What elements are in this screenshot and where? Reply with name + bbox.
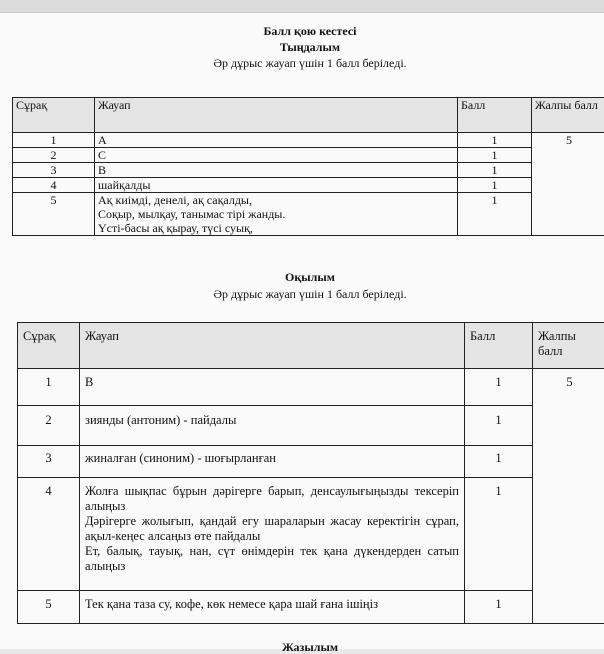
- answer-line: Ет, балық, тауық, нан, сүт өнімдерін тек қана дүкендерден сатып алыңыз: [85, 544, 459, 574]
- answer-line: А: [98, 133, 454, 147]
- score-cell: 1: [465, 478, 533, 591]
- question-number: 5: [13, 193, 95, 236]
- score-cell: 1: [465, 369, 533, 406]
- answer-line: С: [98, 148, 454, 162]
- table-row: [18, 591, 604, 624]
- question-number: 5: [18, 591, 80, 624]
- question-number: 3: [13, 163, 95, 178]
- table-row: [18, 446, 604, 478]
- answer-cell: [80, 406, 465, 446]
- answer-cell: [95, 178, 458, 193]
- table-row: [13, 193, 604, 236]
- column-header-score: Балл: [458, 98, 532, 133]
- question-number: 4: [18, 478, 80, 591]
- question-number: 1: [18, 369, 80, 406]
- question-number: 4: [13, 178, 95, 193]
- column-header-answer: Жауап: [80, 323, 465, 369]
- answer-cell: [80, 478, 465, 591]
- answer-cell: [95, 148, 458, 163]
- score-cell: 1: [458, 133, 532, 148]
- answer-line: шайқалды: [98, 178, 454, 192]
- document-page: [0, 13, 604, 649]
- question-number: 3: [18, 446, 80, 478]
- answer-line: Тек қана таза су, кофе, көк немесе қара шай ғана ішіңіз: [85, 597, 459, 612]
- answer-cell: [95, 133, 458, 148]
- column-header-answer: Жауап: [95, 98, 458, 133]
- answer-line: зиянды (антоним) - пайдалы: [85, 413, 459, 428]
- listening-note: Әр дұрыс жауап үшін 1 балл беріледі.: [0, 56, 604, 70]
- answer-cell: [95, 163, 458, 178]
- answer-cell: [80, 591, 465, 624]
- answer-line: В: [98, 163, 454, 177]
- column-header-question: Сұрақ: [13, 98, 95, 133]
- document-title: Балл қою кестесі: [0, 24, 604, 38]
- writing-heading: Жазылым: [0, 640, 604, 654]
- reading-note: Әр дұрыс жауап үшін 1 балл беріледі.: [0, 287, 604, 301]
- score-cell: 1: [458, 163, 532, 178]
- answer-cell: [95, 193, 458, 236]
- score-cell: 1: [465, 446, 533, 478]
- viewer-top-bar: [0, 0, 604, 13]
- total-score-cell: 5: [533, 369, 604, 624]
- table-row: [18, 478, 604, 591]
- score-cell: 1: [465, 406, 533, 446]
- answer-line: Дәрігерге жолығып, қандай егу шараларын жасау керектігін сұрап, ақыл-кеңес алсаңыз өте пайдалы: [85, 514, 459, 544]
- question-number: 1: [13, 133, 95, 148]
- listening-heading: Тыңдалым: [0, 40, 604, 54]
- score-cell: 1: [458, 193, 532, 236]
- question-number: 2: [13, 148, 95, 163]
- reading-heading: Оқылым: [0, 270, 604, 284]
- answer-cell: [80, 446, 465, 478]
- table-row: [18, 369, 604, 406]
- answer-cell: [80, 369, 465, 406]
- score-cell: 1: [465, 591, 533, 624]
- answer-line: Ақ киімді, денелі, ақ сақалды,: [98, 193, 454, 207]
- column-header-total: Жалпы балл: [533, 323, 604, 369]
- total-score-cell: 5: [532, 133, 604, 236]
- answer-line: Соқыр, мылқау, танымас тірі жанды.: [98, 207, 454, 221]
- answer-line: Үсті-басы ақ қырау, түсі суық,: [98, 221, 454, 235]
- table-row: [13, 148, 604, 163]
- column-header-total: Жалпы балл: [532, 98, 604, 133]
- column-header-question: Сұрақ: [18, 323, 80, 369]
- answer-line: В: [85, 375, 459, 390]
- question-number: 2: [18, 406, 80, 446]
- answer-line: Жолға шықпас бұрын дәрігерге барып, денсаулығыңызды тексеріп алыңыз: [85, 484, 459, 514]
- listening-score-table: [12, 97, 604, 236]
- answer-line: жиналған (синоним) - шоғырланған: [85, 451, 459, 466]
- score-cell: 1: [458, 148, 532, 163]
- table-header-row: [13, 98, 604, 133]
- column-header-score: Балл: [465, 323, 533, 369]
- table-header-row: [18, 323, 604, 369]
- table-row: [13, 163, 604, 178]
- score-cell: 1: [458, 178, 532, 193]
- table-row: [13, 133, 604, 148]
- table-row: [18, 406, 604, 446]
- reading-score-table: [17, 322, 604, 624]
- table-row: [13, 178, 604, 193]
